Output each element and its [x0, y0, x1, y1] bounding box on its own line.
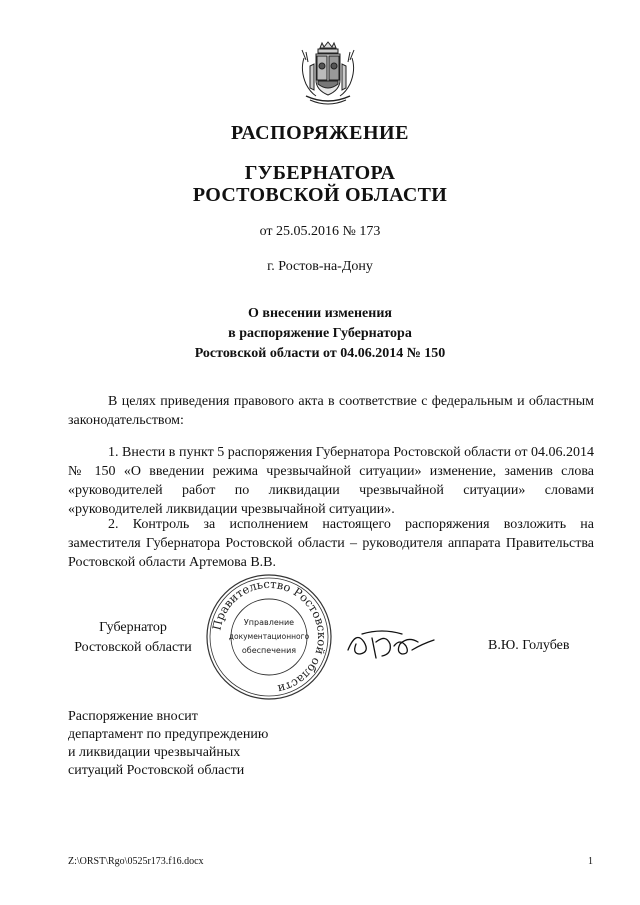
note-line-3: и ликвидации чрезвычайных: [68, 745, 241, 760]
note-line-2: департамент по предупреждению: [68, 727, 269, 742]
stamp-ring-text: Правительство Ростовской области: [209, 576, 330, 697]
official-stamp: [205, 573, 333, 701]
page-number: 1: [588, 856, 593, 867]
handwritten-signature: [342, 620, 452, 666]
authority-line-1: ГУБЕРНАТОРА: [244, 162, 396, 184]
subject-line-2: в распоряжение Губернатора: [228, 326, 412, 341]
authority-line-2: РОСТОВСКОЙ ОБЛАСТИ: [192, 184, 448, 206]
stamp-inner-line-1: Управление: [243, 618, 295, 627]
note-line-1: Распоряжение вносит: [68, 709, 198, 724]
note-line-4: ситуаций Ростовской области: [68, 763, 245, 778]
stamp-inner-line-2: документационного: [228, 632, 310, 641]
clause-1-paragraph: 1. Внести в пункт 5 распоряжения Губернатора Ростовской области от 04.06.2014 № 150 «О введении режима чрезвычайной ситуации» изменение, заменив слова «руководителей работ по ликвидации чрезвычайной ситуации» словами «руководителей ликвидации чрезвычайной ситуации».: [68, 445, 594, 517]
footer-file-path: Z:\ORST\Rgo\0525r173.f16.docx: [68, 856, 204, 867]
position-line-1: Губернатор: [99, 620, 167, 635]
coat-of-arms-emblem: [296, 40, 360, 110]
document-city: г. Ростов-на-Дону: [267, 259, 373, 274]
clause-2-paragraph: 2. Контроль за исполнением настоящего распоряжения возложить на заместителя Губернатора Ростовской области – руководителя аппарата Правительства Ростовской области Артемова В.В.: [68, 517, 594, 570]
position-line-2: Ростовской области: [74, 640, 192, 655]
document-date-number: от 25.05.2016 № 173: [259, 224, 381, 239]
signatory-name: В.Ю. Голубев: [488, 638, 570, 653]
subject-heading: [0, 304, 640, 364]
submitter-note: [68, 708, 328, 780]
stamp-inner-line-3: обеспечения: [241, 646, 297, 655]
preamble-paragraph: В целях приведения правового акта в соответствие с федеральным и областным законодательством:: [68, 394, 594, 428]
document-type-title: РАСПОРЯЖЕНИЕ: [231, 122, 409, 144]
subject-line-1: О внесении изменения: [248, 306, 392, 321]
signatory-position: [68, 618, 198, 658]
subject-line-3: Ростовской области от 04.06.2014 № 150: [194, 346, 446, 361]
